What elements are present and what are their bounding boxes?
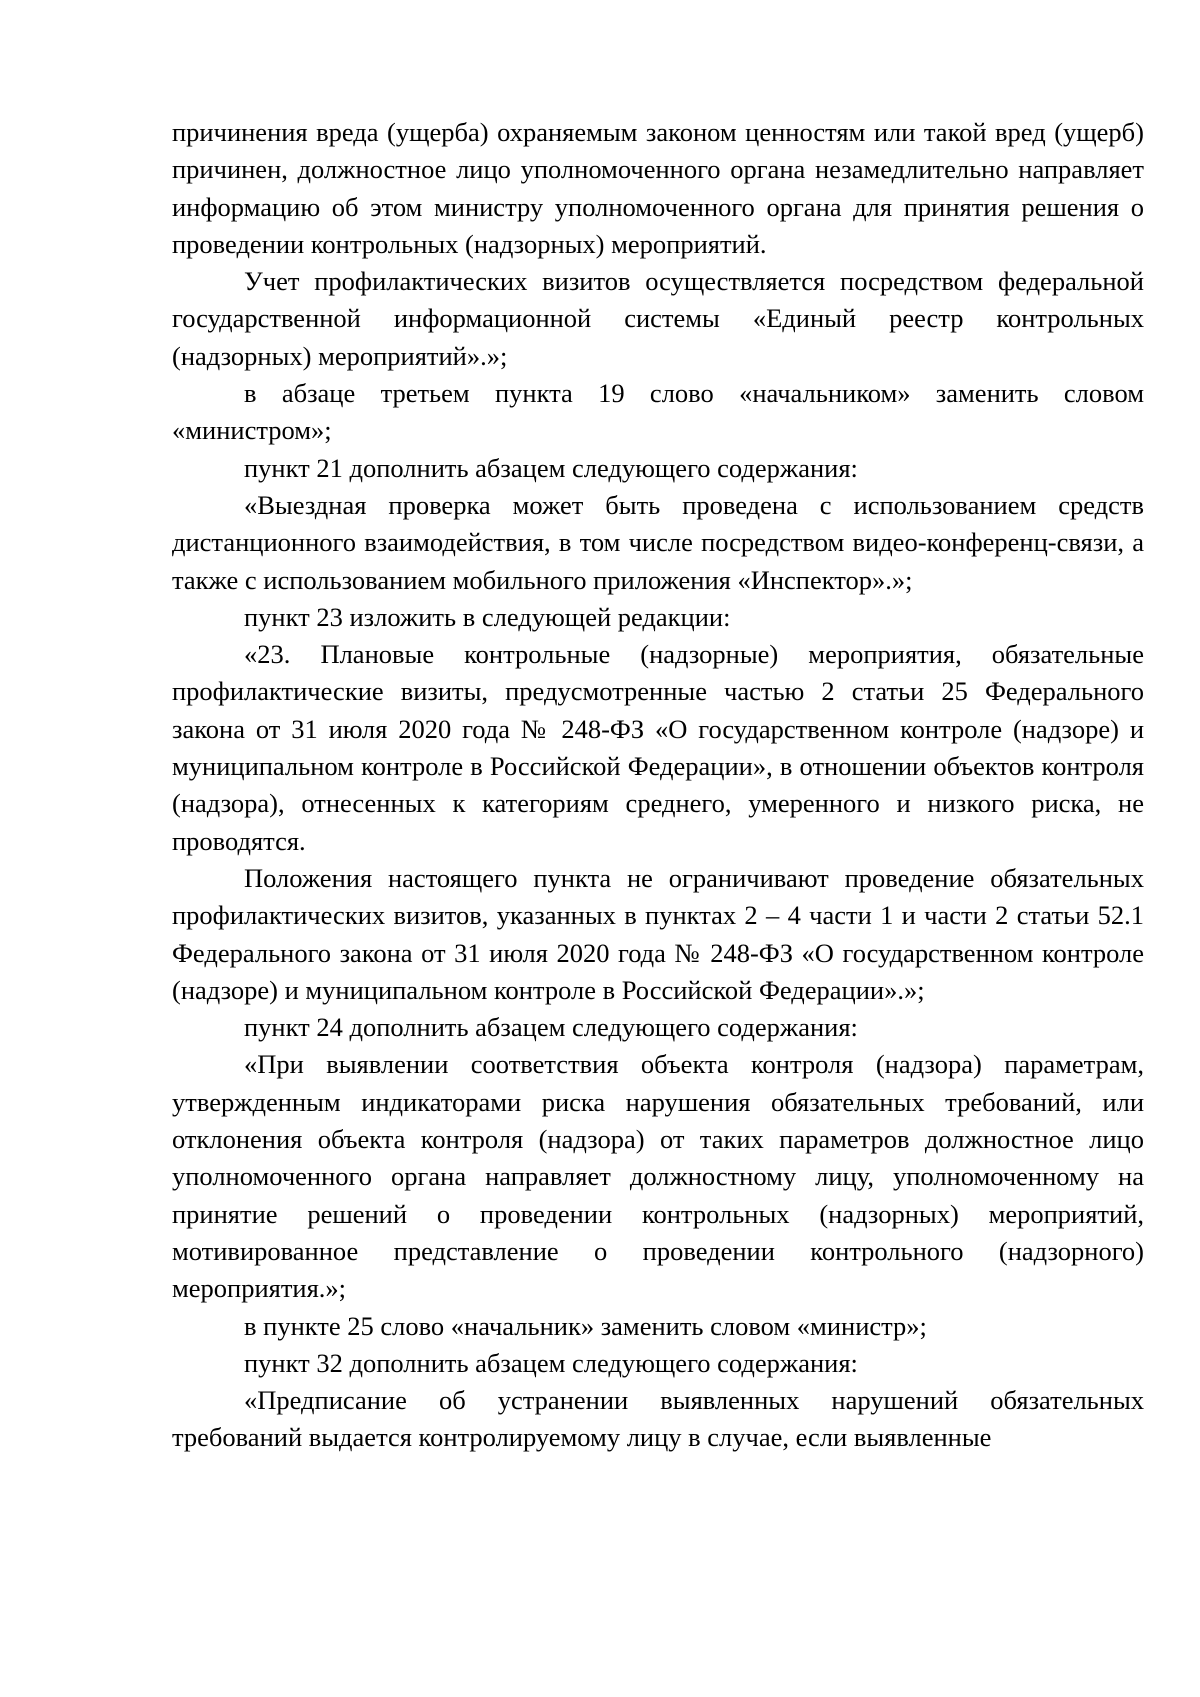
paragraph-item-23-text: «23. Плановые контрольные (надзорные) мероприятия, обязательные профилактические визиты, предусмотренные частью 2 статьи 25 Федерального закона от 31 июля 2020 года № 248-ФЗ «О государственном контроле (надзоре) и муниципальном контроле в Российской Федерации», в отношении объектов контроля (надзора), отнесенных к категориям среднего, умеренного и низкого риска, не проводятся. bbox=[172, 639, 1144, 856]
paragraph-item-32-text: «Предписание об устранении выявленных нарушений обязательных требований выдается контролируемому лицу в случае, если выявленные bbox=[172, 1385, 1144, 1453]
paragraph-continuation: причинения вреда (ущерба) охраняемым законом ценностям или такой вред (ущерб) причинен, должностное лицо уполномоченного органа незамедлительно направляет информацию об этом министру уполномоченного органа для принятия решения о проведении контрольных (надзорных) мероприятий. bbox=[172, 117, 1144, 259]
paragraph-item-32-intro: пункт 32 дополнить абзацем следующего содержания: bbox=[244, 1347, 858, 1378]
paragraph-item-23-provisions: Положения настоящего пункта не ограничивают проведение обязательных профилактических визитов, указанных в пунктах 2 – 4 части 1 и части 2 статьи 52.1 Федерального закона от 31 июля 2020 года № 248-ФЗ «О государственном контроле (надзоре) и муниципальном контроле в Российской Федерации».»; bbox=[172, 862, 1144, 1005]
paragraph-item-19-amendment: в абзаце третьем пункта 19 слово «начальником» заменить словом «министром»; bbox=[172, 378, 1144, 446]
document-text-body bbox=[172, 114, 1144, 1457]
paragraph-item-21-text: «Выездная проверка может быть проведена с использованием средств дистанционного взаимодействия, в том числе посредством видео-конференц-связи, а также с использованием мобильного приложения «Инспектор».»; bbox=[172, 489, 1144, 595]
paragraph-item-24-text: «При выявлении соответствия объекта контроля (надзора) параметрам, утвержденным индикаторами риска нарушения обязательных требований, или отклонения объекта контроля (надзора) от таких параметров должностное лицо уполномоченного органа направляет должностному лицу, уполномоченному на принятие решений о проведении контрольных (надзорных) мероприятий, мотивированное представление о проведении контрольного (надзорного) мероприятия.»; bbox=[172, 1049, 1144, 1304]
paragraph-item-25-amendment: в пункте 25 слово «начальник» заменить словом «министр»; bbox=[244, 1310, 927, 1341]
paragraph-item-24-intro: пункт 24 дополнить абзацем следующего содержания: bbox=[244, 1012, 858, 1043]
paragraph-item-21-intro: пункт 21 дополнить абзацем следующего содержания: bbox=[244, 452, 858, 483]
paragraph-profilactic-visits-accounting: Учет профилактических визитов осуществляется посредством федеральной государственной информационной системы «Единый реестр контрольных (надзорных) мероприятий».»; bbox=[172, 266, 1144, 371]
paragraph-item-23-intro: пункт 23 изложить в следующей редакции: bbox=[244, 601, 731, 632]
